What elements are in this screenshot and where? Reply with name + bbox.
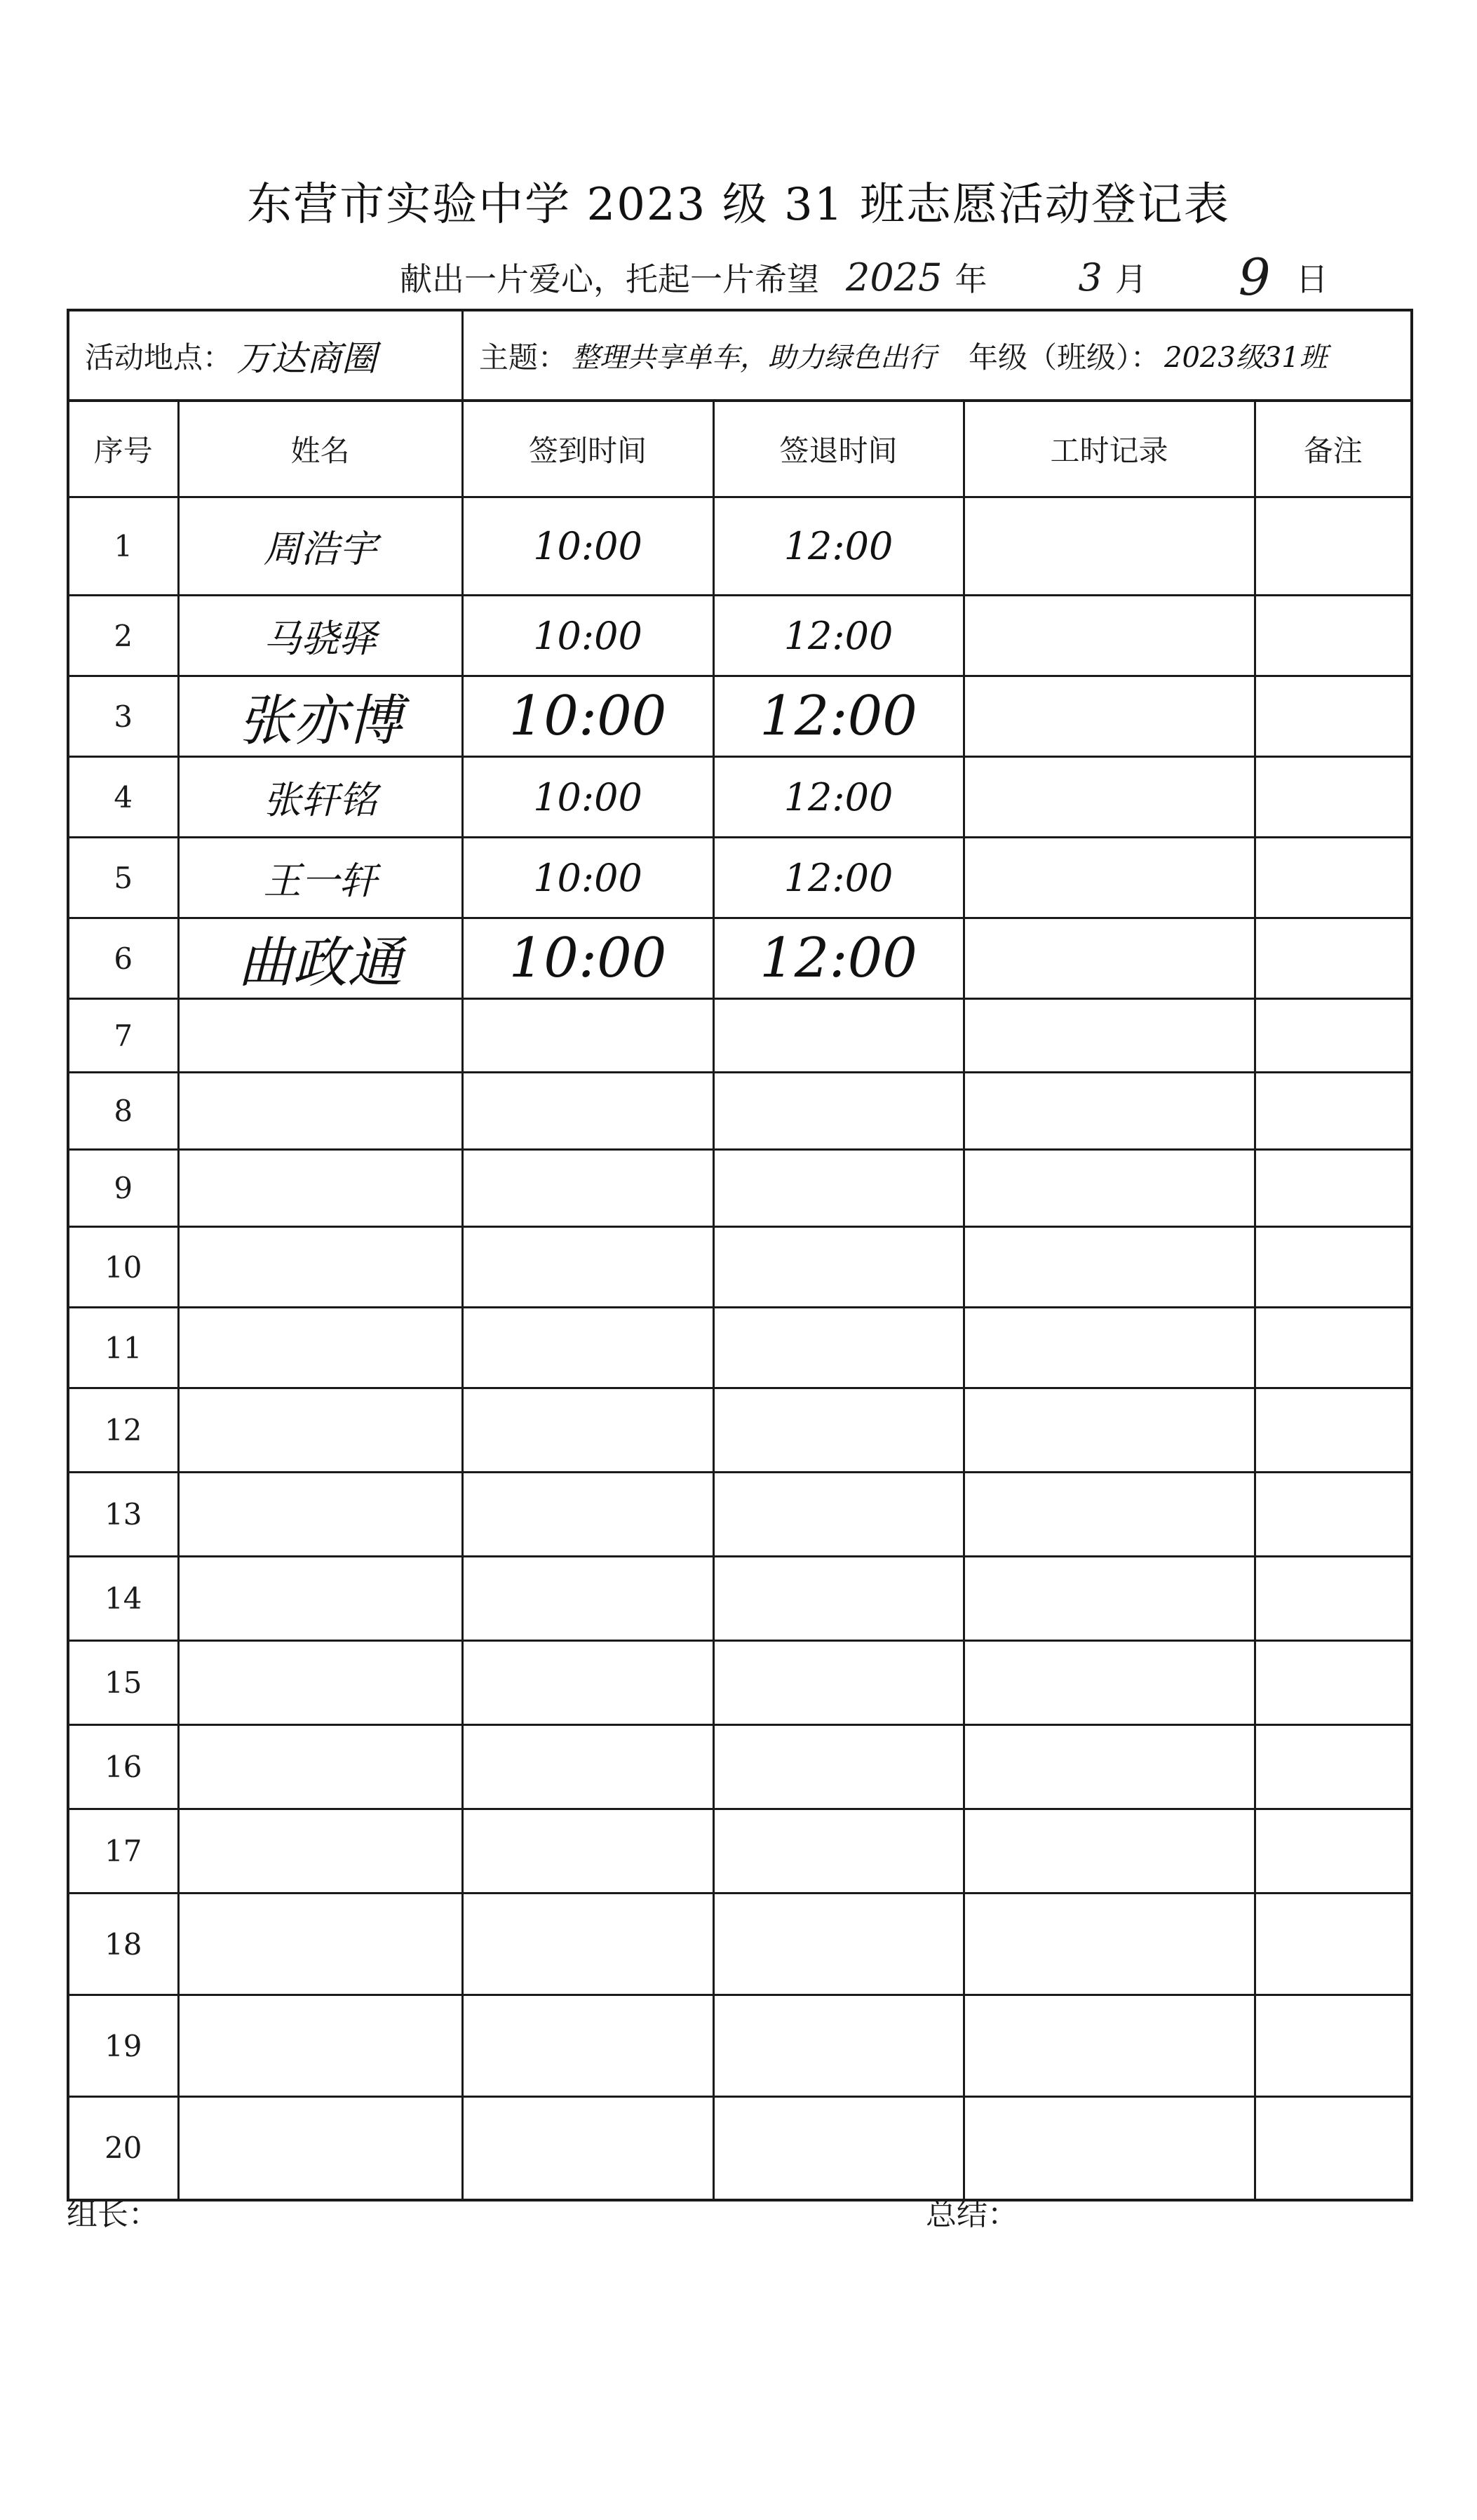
table-row [69,1725,1410,1809]
row-checkin-time: 10:00 [462,596,713,676]
row-number: 20 [69,2097,178,2199]
row-name: 曲政通 [178,918,462,999]
table-row [69,1809,1410,1894]
row-name [178,1641,462,1725]
row-number: 11 [69,1308,178,1388]
grade-value: 2023级31班 [1164,342,1328,374]
row-name: 王一轩 [178,838,462,918]
row-checkin-time: 10:00 [462,676,713,757]
row-checkout-time [713,1557,964,1641]
row-checkin-time [462,1388,713,1473]
row-checkout-time [713,1725,964,1809]
table-row [69,1073,1410,1150]
row-remark [1255,999,1410,1073]
row-number: 6 [69,918,178,999]
row-remark [1255,1641,1410,1725]
table-row [69,1894,1410,1995]
row-checkin-time [462,1227,713,1308]
row-remark [1255,1725,1410,1809]
col-header-no: 序号 [69,402,178,497]
table-row [69,1388,1410,1473]
col-header-checkout: 签退时间 [713,402,964,497]
row-name: 马骁驿 [178,596,462,676]
row-checkin-time [462,1073,713,1150]
row-name [178,2097,462,2199]
row-work-hours [964,1995,1255,2097]
row-checkin-time [462,1809,713,1894]
row-work-hours [964,1473,1255,1557]
row-name [178,1809,462,1894]
location-value: 万达商圈 [236,337,377,379]
row-name: 张轩铭 [178,757,462,838]
table-row [69,999,1410,1073]
row-checkout-time [713,1894,964,1995]
row-checkout-time [713,1308,964,1388]
row-checkout-time: 12:00 [713,757,964,838]
row-checkin-time: 10:00 [462,497,713,596]
date-year-unit: 年 [955,260,987,298]
row-remark [1255,1809,1410,1894]
row-remark [1255,1557,1410,1641]
table-row [69,676,1410,757]
col-header-name: 姓名 [178,402,462,497]
row-checkin-time [462,999,713,1073]
col-header-remark: 备注 [1255,402,1410,497]
row-name [178,1995,462,2097]
row-number: 18 [69,1894,178,1995]
row-work-hours [964,1641,1255,1725]
row-name [178,999,462,1073]
row-number: 14 [69,1557,178,1641]
row-work-hours [964,1809,1255,1894]
row-work-hours [964,2097,1255,2199]
row-work-hours [964,676,1255,757]
row-work-hours [964,497,1255,596]
table-row [69,2097,1410,2199]
page-title: 东营市实验中学 2023 级 31 班志愿活动登记表 [247,179,1230,231]
location-label: 活动地点： [85,340,233,375]
row-number: 15 [69,1641,178,1725]
table-row [69,1995,1410,2097]
row-checkout-time [713,1641,964,1725]
row-number: 8 [69,1073,178,1150]
row-number: 13 [69,1473,178,1557]
row-checkout-time [713,1809,964,1894]
row-remark [1255,1073,1410,1150]
row-work-hours [964,1388,1255,1473]
date-year: 2025 [846,255,943,300]
grade-cell [969,311,1410,399]
row-work-hours [964,1073,1255,1150]
row-remark [1255,2097,1410,2199]
row-work-hours [964,1308,1255,1388]
row-checkin-time [462,1641,713,1725]
row-work-hours [964,757,1255,838]
row-work-hours [964,1150,1255,1227]
row-work-hours [964,1227,1255,1308]
row-checkin-time [462,1557,713,1641]
row-remark [1255,497,1410,596]
theme-cell [464,311,969,399]
row-remark [1255,1995,1410,2097]
row-work-hours [964,596,1255,676]
row-number: 9 [69,1150,178,1227]
row-name [178,1473,462,1557]
row-name [178,1725,462,1809]
theme-value: 整理共享单车，助力绿色出行 [572,342,937,374]
row-checkout-time: 12:00 [713,838,964,918]
row-remark [1255,676,1410,757]
row-checkout-time [713,1073,964,1150]
row-number: 19 [69,1995,178,2097]
table-row [69,1150,1410,1227]
row-checkout-time [713,999,964,1073]
row-name: 周浩宇 [178,497,462,596]
row-number: 4 [69,757,178,838]
row-work-hours [964,1894,1255,1995]
row-checkout-time: 12:00 [713,596,964,676]
summary-label: 总结： [926,2197,1018,2232]
row-remark [1255,596,1410,676]
row-number: 3 [69,676,178,757]
row-checkout-time: 12:00 [713,918,964,999]
row-work-hours [964,999,1255,1073]
row-checkout-time [713,1995,964,2097]
row-remark [1255,918,1410,999]
row-checkin-time: 10:00 [462,838,713,918]
row-remark [1255,1894,1410,1995]
row-number: 12 [69,1388,178,1473]
table-row [69,757,1410,838]
row-name [178,1557,462,1641]
row-number: 2 [69,596,178,676]
row-name [178,1150,462,1227]
row-number: 5 [69,838,178,918]
row-work-hours [964,918,1255,999]
table-header-row [69,402,1410,497]
col-header-checkin: 签到时间 [462,402,713,497]
row-name [178,1388,462,1473]
row-name [178,1308,462,1388]
row-remark [1255,1150,1410,1227]
row-number: 16 [69,1725,178,1809]
table-row [69,838,1410,918]
row-checkin-time: 10:00 [462,918,713,999]
row-checkin-time: 10:00 [462,757,713,838]
table-row [69,497,1410,596]
row-remark [1255,1473,1410,1557]
row-checkin-time [462,1725,713,1809]
date-month-unit: 月 [1114,260,1147,298]
date-day-unit: 日 [1295,260,1328,298]
row-name [178,1894,462,1995]
row-checkin-time [462,1894,713,1995]
row-checkout-time: 12:00 [713,497,964,596]
row-checkout-time [713,1227,964,1308]
date-day: 9 [1238,248,1271,307]
table-row [69,1557,1410,1641]
table-row [69,1641,1410,1725]
row-work-hours [964,838,1255,918]
row-checkin-time [462,2097,713,2199]
table-row [69,918,1410,999]
row-number: 7 [69,999,178,1073]
row-checkin-time [462,1995,713,2097]
row-checkout-time [713,1150,964,1227]
slogan: 献出一片爱心，托起一片希望 [400,260,819,298]
location-cell [69,311,464,399]
info-row [69,311,1410,402]
table-row [69,1308,1410,1388]
row-remark [1255,1227,1410,1308]
row-work-hours [964,1557,1255,1641]
row-name [178,1227,462,1308]
row-checkin-time [462,1473,713,1557]
row-name: 张亦博 [178,676,462,757]
row-checkout-time [713,1473,964,1557]
row-remark [1255,757,1410,838]
row-remark [1255,1388,1410,1473]
row-checkin-time [462,1150,713,1227]
row-work-hours [964,1725,1255,1809]
row-checkout-time [713,1388,964,1473]
volunteer-table [69,402,1410,2199]
slogan-date-line [400,248,1328,307]
row-number: 17 [69,1809,178,1894]
row-name [178,1073,462,1150]
date-month: 3 [1078,255,1102,300]
registration-form [67,309,1413,2201]
leader-label: 组长： [67,2197,159,2232]
table-row [69,596,1410,676]
table-row [69,1473,1410,1557]
row-checkout-time: 12:00 [713,676,964,757]
row-checkout-time [713,2097,964,2199]
row-checkin-time [462,1308,713,1388]
row-remark [1255,1308,1410,1388]
grade-label: 年级（班级）： [969,340,1161,375]
theme-label: 主题： [479,340,568,375]
col-header-hours: 工时记录 [964,402,1255,497]
row-remark [1255,838,1410,918]
row-number: 10 [69,1227,178,1308]
table-row [69,1227,1410,1308]
row-number: 1 [69,497,178,596]
